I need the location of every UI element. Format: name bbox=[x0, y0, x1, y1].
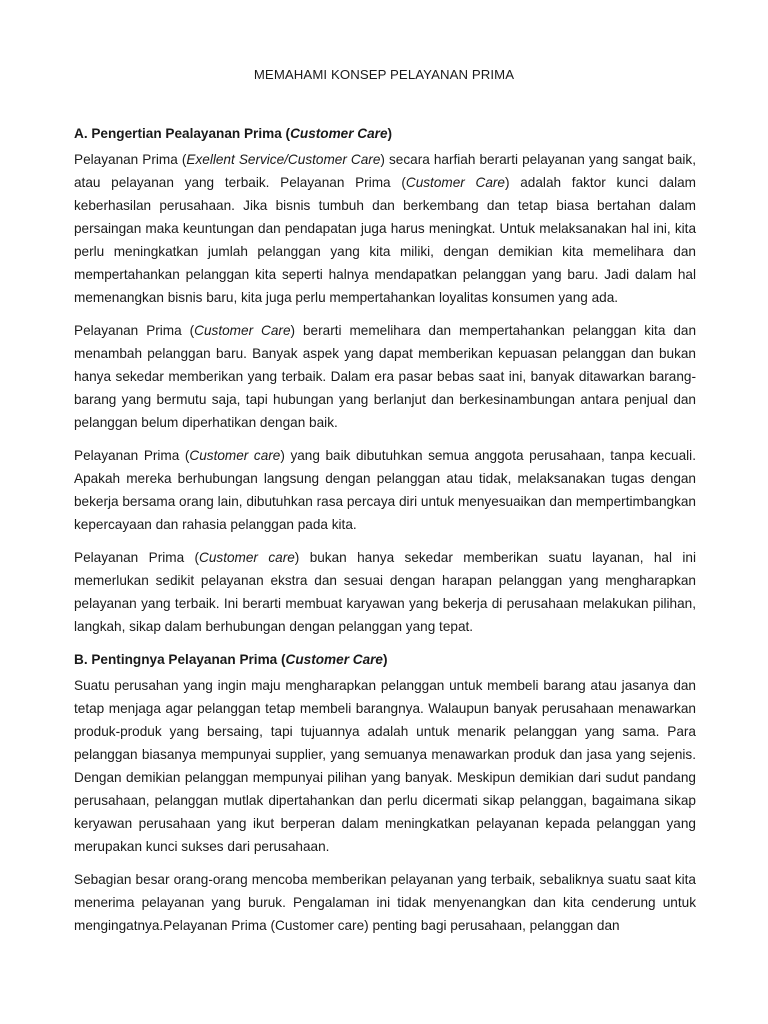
text-run: ) berarti memelihara dan mempertahankan pelanggan kita dan menambah pelanggan baru. Banyak aspek yang dapat memberikan kepuasan pelanggan dan bukan hanya sekedar memberikan yang terbaik. Dalam era pasar bebas saat ini, banyak ditawarkan barang-barang yang bermutu saja, tapi hubungan yang berlanjut dan berkesinambungan antara penjual dan pelanggan belum diperhatikan dengan baik. bbox=[74, 323, 697, 430]
document-title: MEMAHAMI KONSEP PELAYANAN PRIMA bbox=[253, 67, 515, 82]
text-run: Pelayanan Prima ( bbox=[74, 152, 187, 167]
italic-run: Customer Care bbox=[405, 175, 505, 190]
italic-run: Customer Care bbox=[194, 323, 291, 338]
document-body bbox=[74, 122, 696, 937]
text-run: ) bukan hanya sekedar memberikan suatu layanan, hal ini memerlukan sedikit pelayanan ekstra dan sesuai dengan harapan pelanggan yang mengharapkan pelayanan yang terbaik. Ini berarti membuat karyawan yang bekerja di perusahaan melakukan pilihan, langkah, sikap dalam berhubungan dengan pelanggan yang tepat. bbox=[74, 550, 696, 634]
italic-run: Customer care bbox=[199, 550, 295, 565]
section-a-heading-suffix: ) bbox=[387, 126, 393, 141]
section-a-heading-italic: Customer Care bbox=[290, 126, 388, 141]
text-run: Pelayanan Prima ( bbox=[74, 550, 200, 565]
section-b-heading-prefix: B. Pentingnya Pelayanan Prima ( bbox=[74, 652, 286, 667]
section-a-paragraph-2 bbox=[74, 319, 696, 434]
section-a-heading bbox=[74, 122, 696, 145]
section-b-heading-suffix: ) bbox=[382, 652, 388, 667]
text-run: Pelayanan Prima ( bbox=[74, 448, 190, 463]
section-a-paragraph-3 bbox=[74, 444, 696, 536]
section-b-heading bbox=[74, 648, 696, 671]
section-b-heading-italic: Customer Care bbox=[285, 652, 383, 667]
section-a-paragraph-1 bbox=[74, 148, 696, 309]
text-run: ) secara harfiah berarti pelayanan yang sangat baik, atau pelayanan yang terbaik. Pelayanan Prima ( bbox=[74, 152, 697, 190]
text-run: Pelayanan Prima ( bbox=[74, 323, 195, 338]
section-b-paragraph-1: Suatu perusahan yang ingin maju mengharapkan pelanggan untuk membeli barang atau jasanya dan tetap menjaga agar pelanggan tetap membeli barangnya. Walaupun banyak perusahaan menawarkan produk-produk yang bersaing, tapi tujuannya adalah untuk menarik pelanggan yang sama. Para pelanggan biasanya mempunyai supplier, yang semuanya menawarkan produk dan jasa yang sejenis. Dengan demikian pelanggan mempunyai pilihan yang banyak. Meskipun demikian dari sudut pandang perusahaan, pelanggan mutlak dipertahankan dan perlu dicermati sikap pelanggan, bagaimana sikap keryawan perusahaan yang ikut berperan dalam meningkatkan pelayanan kepada pelanggan yang merupakan kunci sukses dari perusahaan. bbox=[74, 678, 696, 854]
italic-run: Customer care bbox=[189, 448, 281, 463]
section-b-paragraph-2: Sebagian besar orang-orang mencoba memberikan pelayanan yang terbaik, sebaliknya suatu saat kita menerima pelayanan yang buruk. Pengalaman ini tidak menyenangkan dan kita cenderung untuk mengingatnya.Pelayanan Prima (Customer care) penting bagi perusahaan, pelanggan dan bbox=[74, 872, 696, 933]
text-run: ) adalah faktor kunci dalam keberhasilan perusahaan. Jika bisnis tumbuh dan berkembang dan tetap biasa bertahan dalam persaingan maka keuntungan dan pendapatan juga harus meningkat. Untuk melaksanakan hal ini, kita perlu meningkatkan jumlah pelanggan yang kita miliki, dengan demikian kita memelihara dan mempertahankan pelanggan kita seperti halnya mendapatkan pelanggan yang baru. Jadi dalam hal memenangkan bisnis baru, kita juga perlu mempertahankan loyalitas konsumen yang ada. bbox=[74, 175, 697, 305]
section-a-heading-prefix: A. Pengertian Pealayanan Prima ( bbox=[74, 126, 291, 141]
italic-run: Exellent Service/Customer Care bbox=[186, 152, 381, 167]
text-run: ) yang baik dibutuhkan semua anggota perusahaan, tanpa kecuali. Apakah mereka berhubungan langsung dengan pelanggan atau tidak, melaksanakan tugas dengan bekerja bersama orang lain, dibutuhkan rasa percaya diri untuk menyesuaikan dan mempertimbangkan kepercayaan dan rahasia pelanggan pada kita. bbox=[74, 448, 696, 532]
section-a-paragraph-4 bbox=[74, 546, 696, 638]
